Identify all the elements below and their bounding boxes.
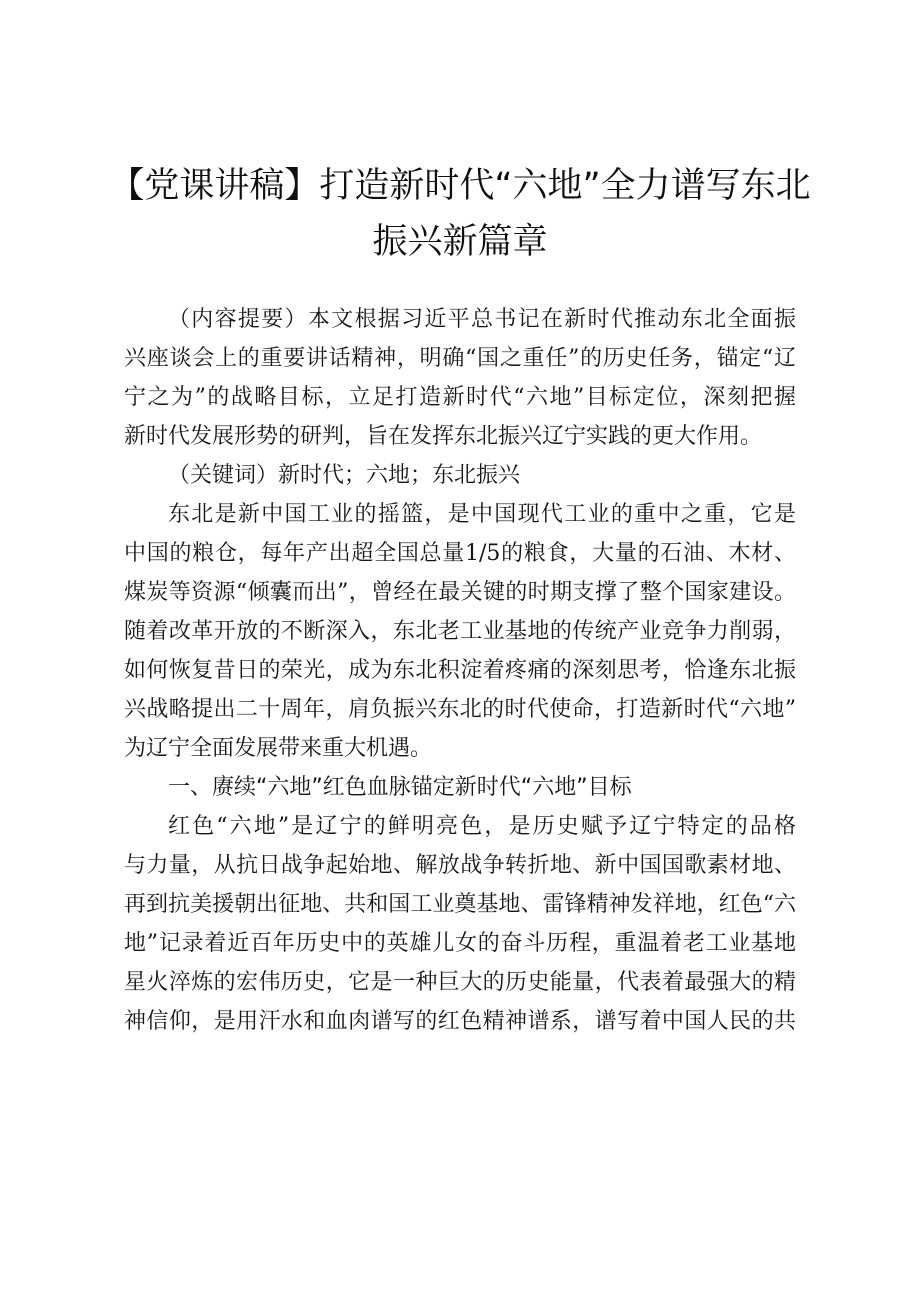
intro-line: 兴战略提出二十周年，肩负振兴东北的时代使命，打造新时代“六地” [124, 697, 796, 722]
intro-line: 随着改革开放的不断深入，东北老工业基地的传统产业竞争力削弱， [124, 619, 796, 644]
document-title [100, 158, 820, 270]
section-1-line: 再到抗美援朝出征地、共和国工业奠基地、雷锋精神发祥地，红色“六 [124, 892, 796, 917]
title-line-1: 【党课讲稿】打造新时代“六地”全力谱写东北 [109, 166, 811, 206]
intro-paragraph [124, 495, 796, 768]
abstract-line: 新时代发展形势的研判，旨在发挥东北振兴辽宁实践的更大作用。 [124, 424, 763, 449]
abstract-paragraph [124, 300, 796, 456]
title-line-2: 振兴新篇章 [372, 222, 548, 262]
section-1-line: 星火淬炼的宏伟历史，它是一种巨大的历史能量，代表着最强大的精 [124, 970, 796, 995]
keywords-paragraph [124, 456, 796, 495]
intro-line: 中国的粮仓，每年产出超全国总量1/5的粮食，大量的石油、木材、 [124, 541, 796, 566]
intro-line: 煤炭等资源“倾囊而出”，曾经在最关键的时期支撑了整个国家建设。 [124, 580, 796, 605]
abstract-line: （内容提要）本文根据习近平总书记在新时代推动东北全面振 [168, 307, 796, 332]
section-1-line: 神信仰，是用汗水和血肉谱写的红色精神谱系，谱写着中国人民的共 [124, 1009, 796, 1034]
intro-line: 为辽宁全面发展带来重大机遇。 [124, 736, 433, 761]
section-1-line: 地”记录着近百年历史中的英雄儿女的奋斗历程，重温着老工业基地 [124, 931, 796, 956]
abstract-line: 兴座谈会上的重要讲话精神，明确“国之重任”的历史任务，锚定“辽 [124, 346, 796, 371]
section-1-line: 红色“六地”是辽宁的鲜明亮色，是历史赋予辽宁特定的品格 [168, 814, 796, 839]
section-1-paragraph [124, 807, 796, 1041]
abstract-line: 宁之为”的战略目标，立足打造新时代“六地”目标定位，深刻把握 [124, 385, 796, 410]
document-body [124, 300, 796, 1041]
section-1-heading: 一、赓续“六地”红色血脉锚定新时代“六地”目标 [168, 775, 632, 800]
section-1-line: 与力量，从抗日战争起始地、解放战争转折地、新中国国歌素材地、 [124, 853, 796, 878]
intro-line: 东北是新中国工业的摇篮，是中国现代工业的重中之重，它是 [168, 502, 796, 527]
intro-line: 如何恢复昔日的荣光，成为东北积淀着疼痛的深刻思考，恰逢东北振 [124, 658, 796, 683]
keywords-line: （关键词）新时代；六地；东北振兴 [168, 463, 521, 488]
